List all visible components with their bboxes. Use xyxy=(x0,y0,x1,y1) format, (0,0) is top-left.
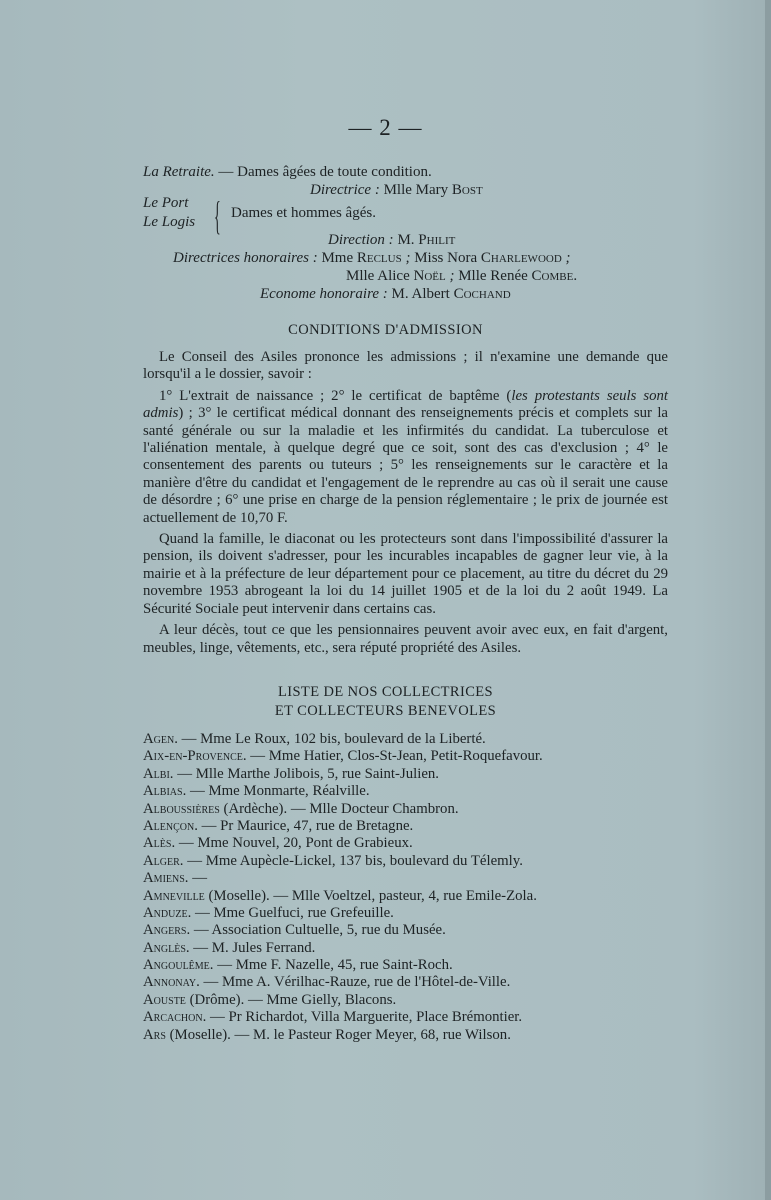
list-item: Amneville (Moselle). — Mlle Voeltzel, pasteur, 4, rue Emile-Zola. xyxy=(143,887,537,904)
retraite-line xyxy=(143,163,432,181)
directrice-label: Directrice : xyxy=(310,182,380,198)
direction-name: M. Philit xyxy=(397,232,456,248)
port-logis-desc: Dames et hommes âgés. xyxy=(231,205,376,221)
direction-label: Direction : xyxy=(328,232,394,248)
brace-symbol: { xyxy=(214,193,221,238)
liste-heading-line-2: ET COLLECTEURS BENEVOLES xyxy=(274,703,497,719)
conditions-body xyxy=(143,349,668,661)
list-item: Albi. — Mlle Marthe Jolibois, 5, rue Saint-Julien. xyxy=(143,765,439,782)
page-edge xyxy=(765,0,771,1200)
list-item: Aix-en-Provence. — Mme Hatier, Clos-St-Jean, Petit-Roquefavour. xyxy=(143,748,543,765)
list-item: Anglès. — M. Jules Ferrand. xyxy=(143,939,316,956)
list-item: Alger. — Mme Aupècle-Lickel, 137 bis, boulevard du Télemly. xyxy=(143,852,523,869)
conditions-paragraph: A leur décès, tout ce que les pensionnaires peuvent avoir avec eux, en fait d'argent, meubles, linge, vêtements, etc., sera réputé propriété des Asiles. xyxy=(143,622,668,656)
list-item: Aouste (Drôme). — Mme Gielly, Blacons. xyxy=(143,991,397,1008)
logis-label: Le Logis xyxy=(143,214,196,230)
list-item: Anduze. — Mme Guelfuci, rue Grefeuille. xyxy=(143,904,394,921)
list-item: Ars (Moselle). — M. le Pasteur Roger Meyer, 68, rue Wilson. xyxy=(143,1026,511,1043)
honoraires-line: Directrices honoraires : Mme Reclus ; Miss Nora Charlewood ; xyxy=(173,250,571,266)
honoraires-label: Directrices honoraires : xyxy=(173,250,318,266)
page-number: — 2 — xyxy=(348,115,423,140)
conditions-paragraph: Le Conseil des Asiles prononce les admissions ; il n'examine une demande que lorsqu'il a le dossier, savoir : xyxy=(143,349,668,383)
honoraires-line-2: Mlle Alice Noël ; Mlle Renée Combe. xyxy=(346,268,578,284)
port-label: Le Port xyxy=(143,195,189,211)
directrice-line xyxy=(310,181,483,199)
collectors-list xyxy=(143,731,683,1044)
econome-line: Econome honoraire : M. Albert Cochand xyxy=(260,286,511,302)
list-item: Agen. — Mme Le Roux, 102 bis, boulevard de la Liberté. xyxy=(143,731,486,747)
list-item: Amiens. — xyxy=(143,870,207,887)
directrice-name: Mlle Mary Bost xyxy=(383,182,483,198)
conditions-paragraph: Quand la famille, le diaconat ou les protecteurs sont dans l'impossibilité d'assurer la pension, ils doivent s'adresser, pour les incurables incapables de gagner leur vie, à la mairie et à la préfecture de leur département pour ce placement, au titre du décret du 29 novembre 1953 abrogeant la loi du 14 juillet 1905 et de la loi du 2 août 1949. La Sécurité Sociale peut intervenir dans certains cas. xyxy=(143,531,668,617)
conditions-paragraph: 1° L'extrait de naissance ; 2° le certificat de baptême (les protestants seuls sont admis) ; 3° le certificat médical donnant des renseignements précis et complets sur la santé générale ou sur la maladie et les infirmités du candidat. La tuberculose et l'aliénation mentale, à quelque degré que ce soit, sont des cas d'exclusion ; 4° le consentement des parents ou tuteurs ; 5° les renseignements sur le caractère et la manière d'être du candidat et l'engagement de le reprendre au cas où il serait une cause de désordre ; 6° une prise en charge de la pension réglementaire ; le prix de journée est actuellement de 10,70 F. xyxy=(143,387,669,526)
list-item: Annonay. — Mme A. Vérilhac-Rauze, rue de l'Hôtel-de-Ville. xyxy=(143,974,511,991)
list-item: Albias. — Mme Monmarte, Réalville. xyxy=(143,783,370,800)
list-item: Alès. — Mme Nouvel, 20, Pont de Grabieux. xyxy=(143,835,413,852)
retraite-desc: — Dames âgées de toute condition. xyxy=(218,164,432,180)
retraite-label: La Retraite. xyxy=(143,164,215,180)
liste-heading-line-1: LISTE DE NOS COLLECTRICES xyxy=(277,684,493,700)
list-item: Angoulême. — Mme F. Nazelle, 45, rue Saint-Roch. xyxy=(143,957,453,974)
list-item: Alençon. — Pr Maurice, 47, rue de Bretagne. xyxy=(143,817,414,834)
direction-line xyxy=(328,231,455,249)
list-item: Arcachon. — Pr Richardot, Villa Marguerite, Place Brémontier. xyxy=(143,1009,523,1026)
list-item: Alboussières (Ardèche). — Mlle Docteur Chambron. xyxy=(143,800,459,817)
conditions-heading: CONDITIONS D'ADMISSION xyxy=(288,322,483,338)
list-item: Angers. — Association Cultuelle, 5, rue du Musée. xyxy=(143,922,446,939)
econome-label: Econome honoraire : xyxy=(260,286,388,302)
